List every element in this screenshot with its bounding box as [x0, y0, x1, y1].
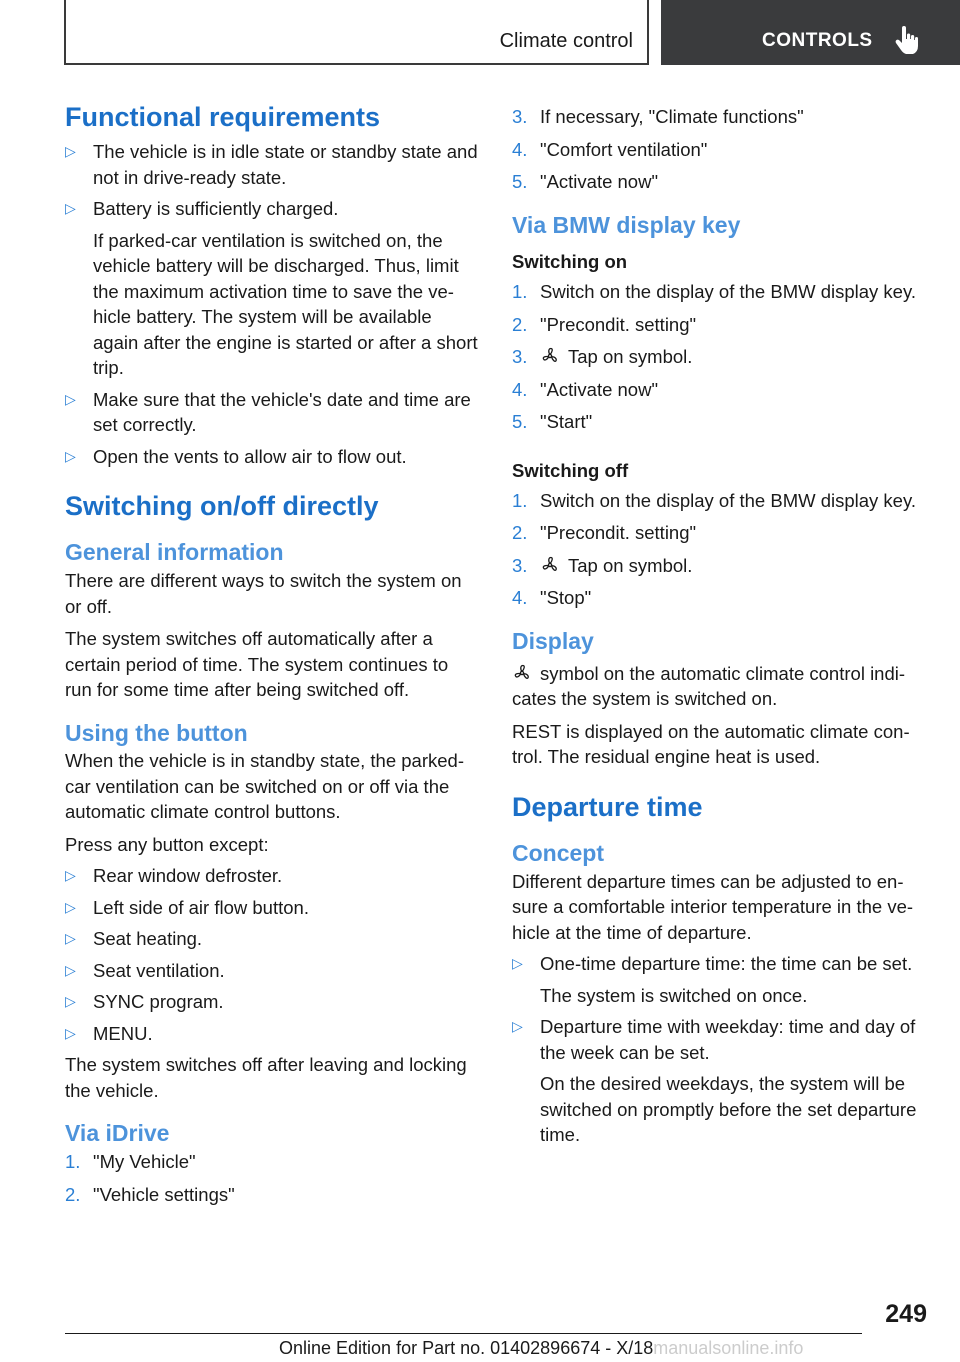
- button-paragraph-1: When the vehicle is in standby state, the parked-car ventilation can be switched on or off via the automatic climate control buttons.: [65, 750, 464, 823]
- list-item: ▷ Left side of air flow button.: [65, 895, 478, 921]
- step-item: 3. Tap on symbol.: [512, 346, 693, 368]
- header-chapter-title: CONTROLS: [762, 30, 873, 51]
- list-item: ▷ Seat heating.: [65, 926, 478, 952]
- triangle-bullet-icon: ▷: [512, 1018, 523, 1035]
- display-paragraph-2: REST is displayed on the automatic climate control. The residual engine heat is used.: [512, 720, 910, 768]
- list-item: ▷ MENU.: [65, 1021, 478, 1047]
- page-number: 249: [885, 1300, 927, 1328]
- button-paragraph-2: Press any button except:: [65, 833, 269, 855]
- display-heading: Display: [512, 627, 594, 654]
- general-information-heading: General information: [65, 539, 284, 566]
- step-item: 1. Switch on the display of the BMW display key.: [512, 489, 916, 511]
- watermark-brand: manualsonline.info: [653, 1338, 804, 1358]
- triangle-bullet-icon: ▷: [512, 955, 523, 972]
- fan-icon: [512, 664, 532, 682]
- triangle-bullet-icon: ▷: [65, 200, 76, 217]
- departure-time-heading: Departure time: [512, 791, 703, 822]
- triangle-bullet-icon: ▷: [65, 961, 76, 978]
- list-item: ▷ Seat ventilation.: [65, 958, 478, 984]
- step-item: 3. Tap on symbol.: [512, 554, 693, 576]
- button-paragraph-3: The system switches off after leaving and locking the vehicle.: [65, 1054, 467, 1101]
- general-paragraph-1: There are different ways to switch the system on or off.: [65, 570, 462, 617]
- functional-requirements-heading: Functional requirements: [65, 102, 381, 132]
- step-item: 3. If necessary, "Climate functions": [512, 106, 804, 127]
- list-item: ▷ Rear window defroster.: [65, 863, 478, 889]
- departure-note: On the desired weekdays, the system will be switched on promptly before the set departure time.: [540, 1073, 917, 1146]
- list-item: ▷ The vehicle is in idle state or standby state and not in drive-ready state.: [65, 139, 478, 190]
- switching-on-heading: Switching on: [512, 251, 628, 273]
- footer-edition: Online Edition for Part no. 01402896674 - X/18manualsonline.info: [279, 1338, 804, 1358]
- concept-paragraph: Different departure times can be adjusted to ensure a comfortable interior temperature in the vehicle at the time of departure.: [512, 870, 914, 943]
- fan-icon: [540, 347, 560, 365]
- triangle-bullet-icon: ▷: [65, 867, 76, 884]
- header-chapter-tab: [661, 0, 960, 65]
- list-item: ▷ Battery is sufficiently charged.: [65, 196, 478, 222]
- using-button-heading: Using the button: [65, 719, 248, 746]
- battery-note: If parked-car ventilation is switched on, the vehicle battery will be discharged. Thus, limit the maximum activation time to save the vehicle battery. The system will be available again after the engine is started or after a short trip.: [93, 229, 478, 379]
- step-item: 1. "My Vehicle": [65, 1151, 196, 1173]
- triangle-bullet-icon: ▷: [65, 447, 76, 464]
- step-item: 5. "Start": [512, 411, 593, 433]
- triangle-bullet-icon: ▷: [65, 898, 76, 915]
- right-column: [512, 100, 927, 1148]
- hand-pointer-icon: [893, 24, 921, 56]
- general-paragraph-2: The system switches off automatically after a certain period of time. The system continues to run for some time after being switched off.: [65, 628, 449, 701]
- step-item: 2. "Precondit. setting": [512, 313, 697, 335]
- header-section-title: Climate control: [499, 30, 633, 52]
- step-item: 5. "Activate now": [512, 171, 659, 192]
- via-idrive-heading: Via iDrive: [65, 1120, 170, 1147]
- header-section-box: [64, 0, 649, 65]
- list-item: ▷ Open the vents to allow air to flow out.: [65, 444, 478, 470]
- triangle-bullet-icon: ▷: [65, 143, 76, 160]
- footer-divider: [65, 1333, 862, 1334]
- step-item: 1. Switch on the display of the BMW display key.: [512, 281, 916, 303]
- triangle-bullet-icon: ▷: [65, 993, 76, 1010]
- triangle-bullet-icon: ▷: [65, 930, 76, 947]
- departure-note: The system is switched on once.: [540, 984, 808, 1006]
- step-item: 2. "Vehicle settings": [65, 1183, 235, 1205]
- step-item: 4. "Stop": [512, 587, 592, 609]
- display-paragraph-1: symbol on the automatic climate control indicates the system is switched on.: [512, 662, 906, 710]
- triangle-bullet-icon: ▷: [65, 1024, 76, 1041]
- list-item: ▷ One-time departure time: the time can be set.: [512, 951, 927, 977]
- step-item: 4. "Comfort ventilation": [512, 138, 708, 160]
- switching-off-heading: Switching off: [512, 459, 629, 481]
- switching-heading: Switching on/off directly: [65, 491, 379, 522]
- triangle-bullet-icon: ▷: [65, 390, 76, 407]
- concept-heading: Concept: [512, 839, 604, 866]
- left-column: [65, 100, 478, 1207]
- list-item: ▷ SYNC program.: [65, 989, 478, 1015]
- via-display-key-heading: Via BMW display key: [512, 211, 741, 238]
- fan-icon: [540, 556, 560, 574]
- step-item: 4. "Activate now": [512, 378, 659, 400]
- step-item: 2. "Precondit. setting": [512, 522, 697, 544]
- list-item: ▷ Make sure that the vehicle's date and time are set correctly.: [65, 387, 478, 438]
- list-item: ▷ Departure time with weekday: time and day of the week can be set.: [512, 1014, 927, 1065]
